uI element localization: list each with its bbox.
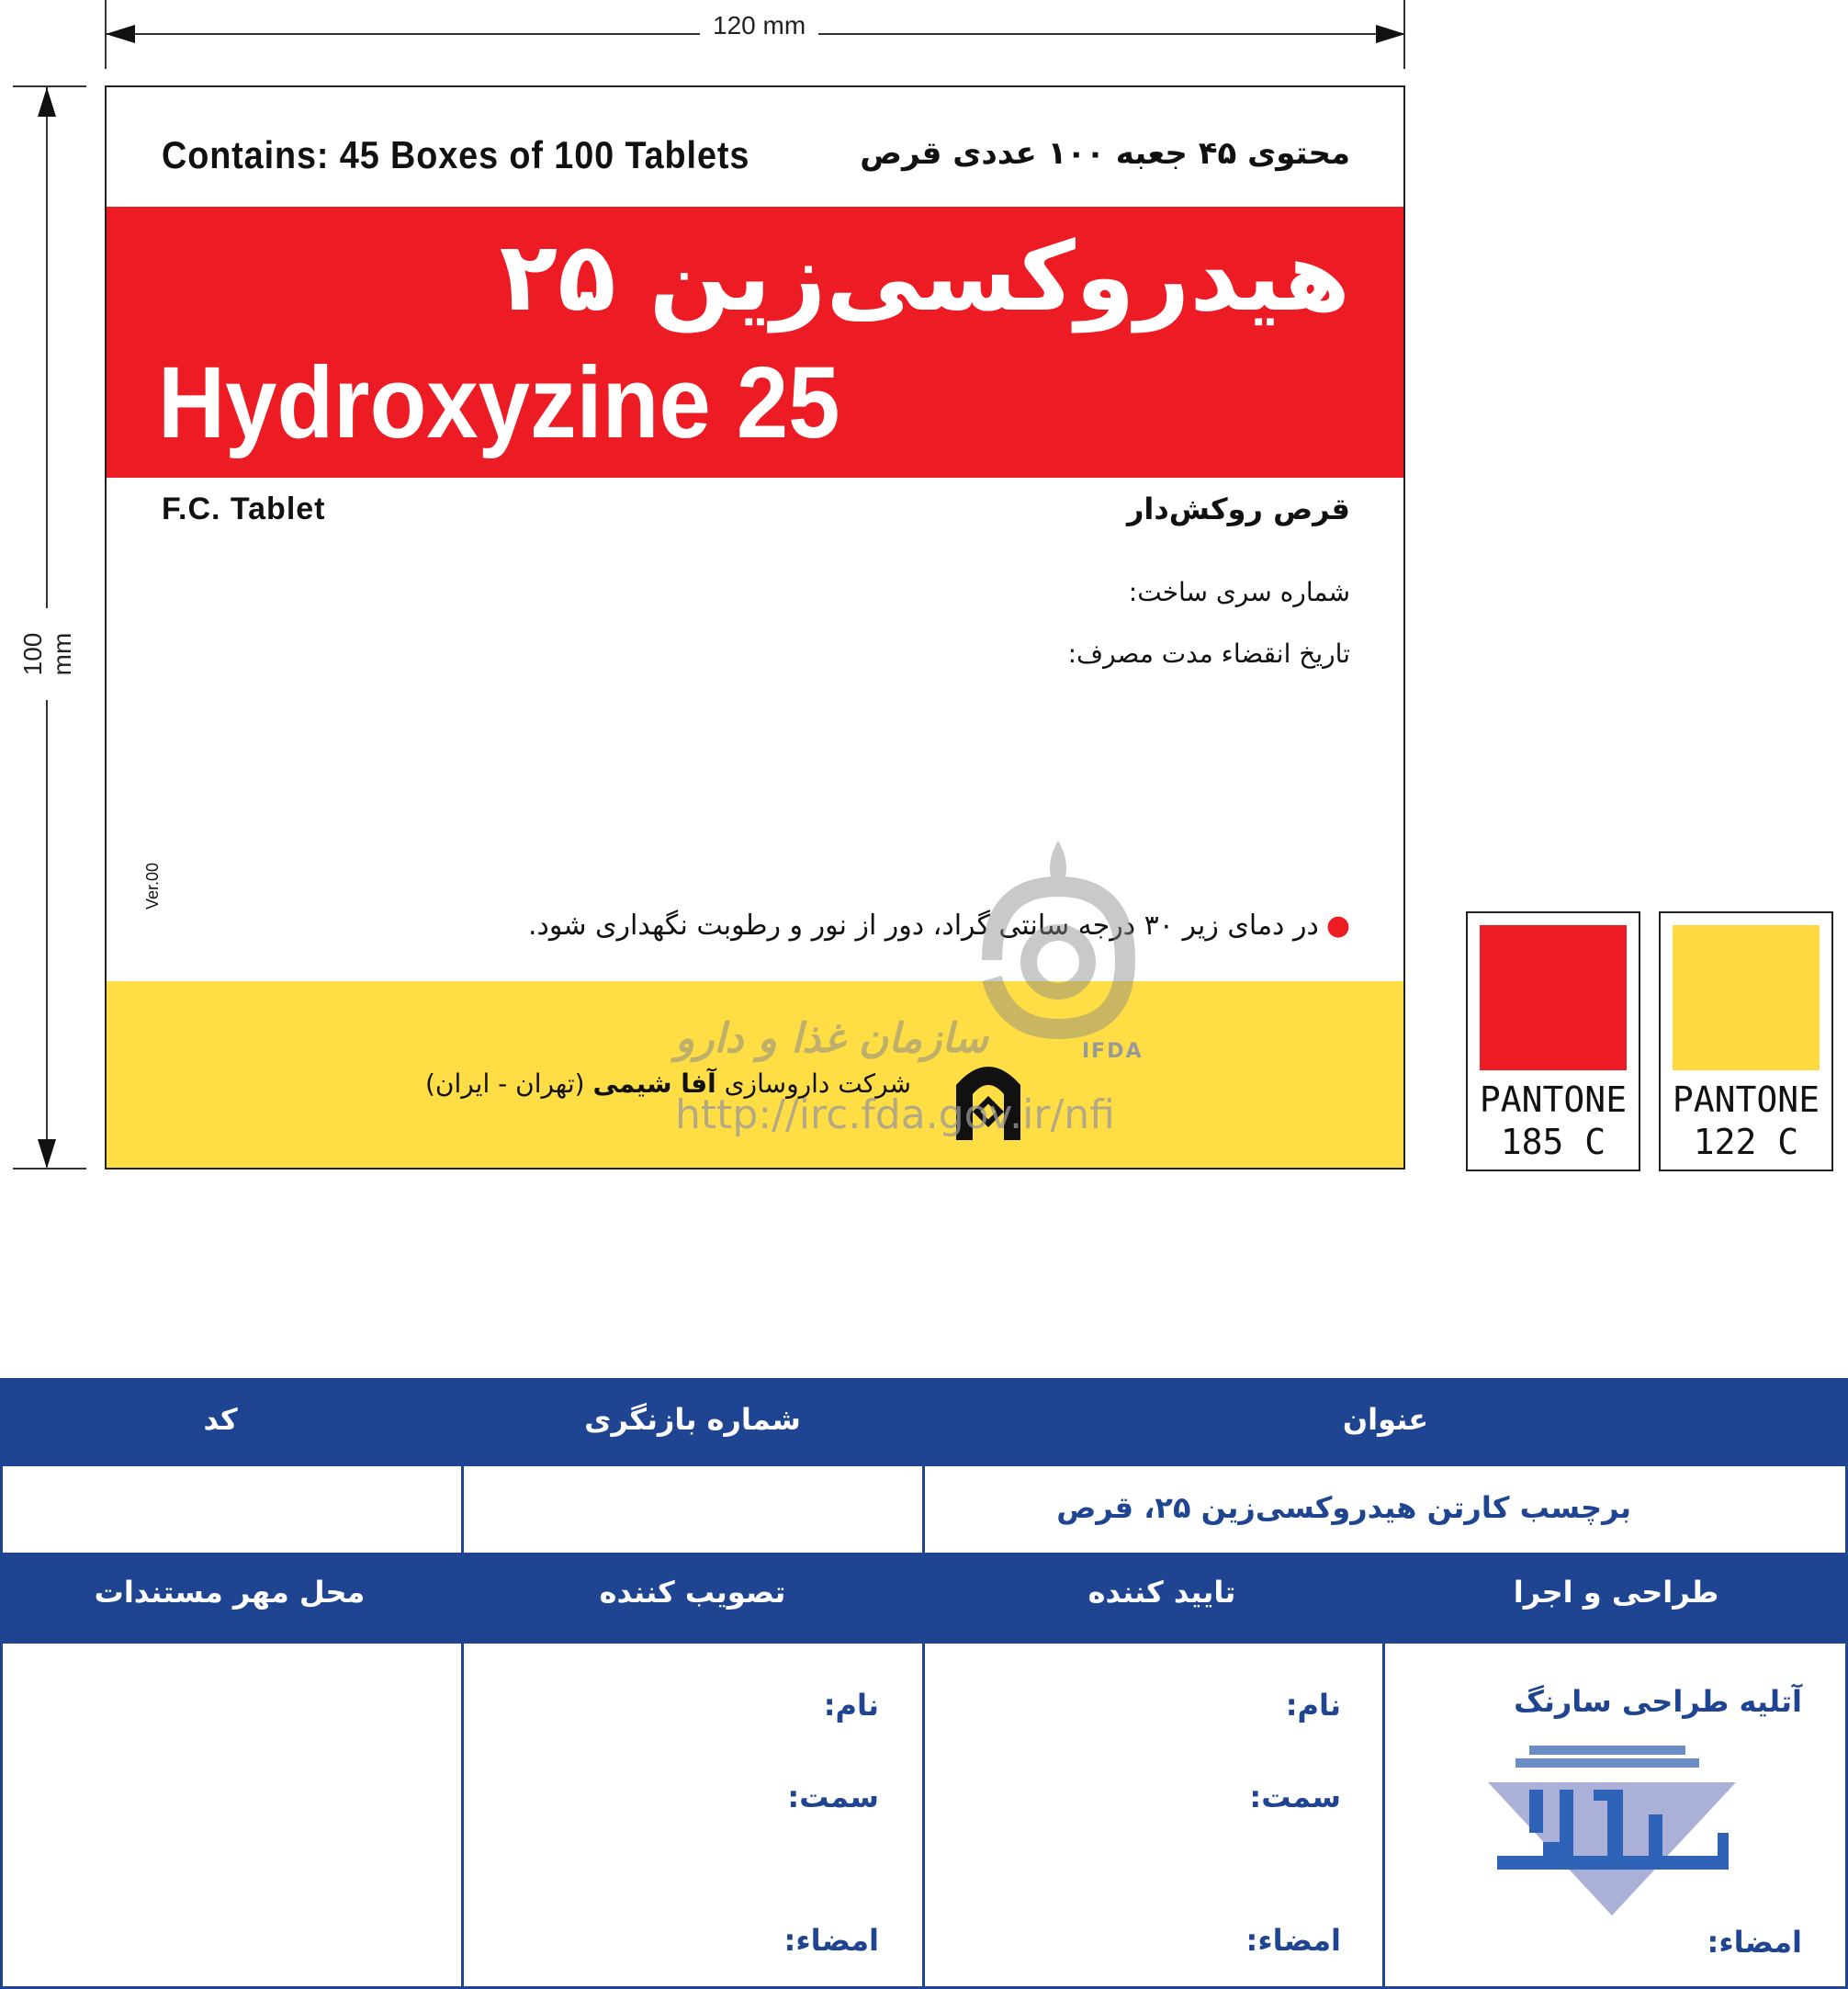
carton-label [105,85,1405,1170]
design-signature-label: امضاء: [1707,1925,1802,1960]
width-arrow-right-icon [1376,25,1405,43]
watermark-org-name: سازمان غذا و دارو [675,1015,988,1062]
approval-table [0,1378,1848,1989]
table-border-left [0,1378,3,1989]
yellow-footer-band [107,981,1403,1170]
approver-name-label: نام: [823,1688,879,1723]
studio-name: آتلیه طراحی سارنگ [1514,1684,1802,1719]
header-row-1 [0,1378,1848,1466]
manufacturer-city: (تهران - ایران) [424,1068,585,1099]
contents-english: Contains: 45 Boxes of 100 Tablets [162,133,750,176]
swatch-line2: 185 C [1500,1122,1606,1162]
swatch-chip-yellow [1673,925,1820,1070]
contents-persian: محتوی ۴۵ جعبه ۱۰۰ عددی قرص [860,135,1350,172]
swatch-line2: 122 C [1693,1122,1799,1162]
height-arrow-up-icon [38,87,56,117]
header-code: کد [203,1402,238,1437]
table-divider [461,1466,464,1553]
version-text: Ver.00 [143,862,162,910]
dosage-form-english: F.C. Tablet [162,492,326,526]
sarang-studio-logo-icon [1488,1746,1736,1916]
batch-number-label: شماره سری ساخت: [1128,577,1350,607]
pantone-swatch-122c [1659,911,1833,1171]
pantone-swatch-185c [1466,911,1640,1171]
header-approver: تصویب کننده [599,1575,786,1610]
watermark-abbr: IFDA [1082,1040,1144,1063]
swatch-label [1468,1079,1639,1163]
dosage-form-persian: قرص روکش‌دار [1126,492,1350,526]
swatch-label [1661,1079,1831,1163]
ifda-emblem-icon [955,822,1162,1043]
bullet-icon: ● [1325,910,1350,942]
swatch-chip-red [1480,925,1627,1070]
manufacturer-prefix: شرکت داروسازی [724,1068,911,1099]
table-divider [922,1466,925,1553]
table-divider [461,1641,464,1989]
table-divider [1382,1641,1385,1989]
header-revision: شماره بازنگری [584,1402,801,1437]
header-verifier: تایید کننده [1087,1575,1236,1610]
manufacturer-name: آفا شیمی [592,1068,716,1099]
width-arrow-left-icon [106,25,135,43]
watermark-url: http://irc.fda.gov.ir/nfi [675,1091,1115,1138]
verifier-position-label: سمت: [1249,1780,1341,1814]
approver-position-label: سمت: [787,1780,879,1814]
product-title-english: Hydroxyzine 25 [158,346,840,459]
width-dimension-label: 120 mm [700,11,818,40]
product-title-persian: هیدروکسی‌زین ۲۵ [499,220,1350,333]
swatch-line1: PANTONE [1479,1079,1628,1120]
table-divider [922,1641,925,1989]
verifier-name-label: نام: [1285,1688,1341,1723]
height-dimension-label: 100 mm [18,608,77,700]
expiry-date-label: تاریخ انقضاء مدت مصرف: [1067,639,1350,669]
header-title: عنوان [1342,1402,1429,1437]
verifier-signature-label: امضاء: [1245,1923,1341,1958]
swatch-line1: PANTONE [1672,1079,1820,1120]
header-row-2 [0,1553,1848,1641]
table-border-top [0,1378,1848,1381]
height-arrow-down-icon [38,1139,56,1169]
header-stamp: محل مهر مستندات [94,1575,366,1610]
document-title-value: برچسب کارتن هیدروکسی‌زین ۲۵، قرص [1056,1490,1631,1525]
approver-signature-label: امضاء: [783,1923,879,1958]
storage-instruction [528,910,1350,942]
storage-text: در دمای زیر ۳۰ درجه سانتی گراد، دور از نور و رطوبت نگهداری شود. [527,910,1319,942]
header-design: طراحی و اجرا [1513,1575,1719,1610]
red-title-band [107,207,1403,478]
